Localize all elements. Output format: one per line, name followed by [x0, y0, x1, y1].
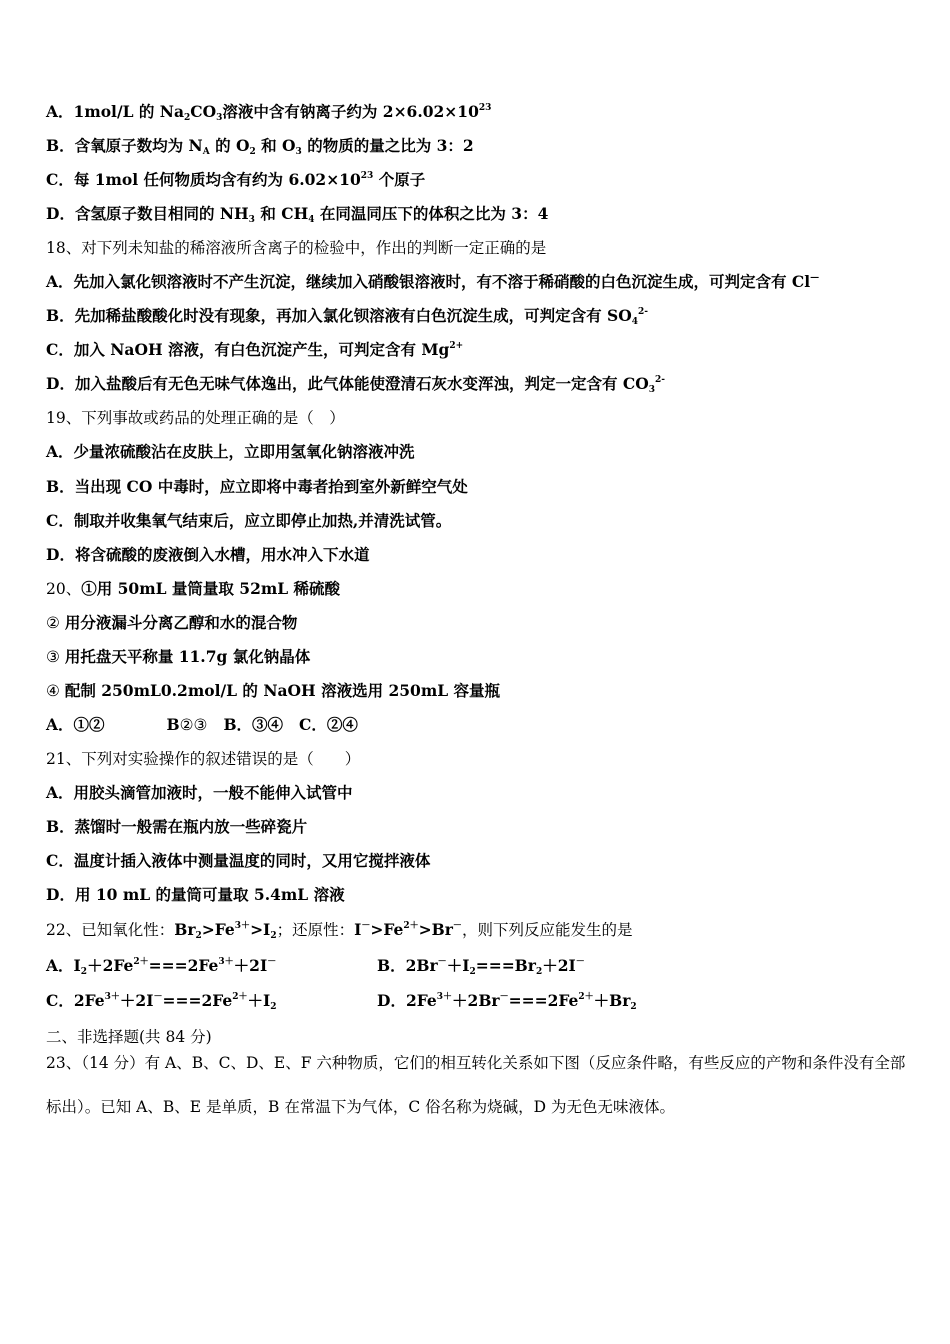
option-19c: C．制取并收集氧气结束后，应立即停止加热,并清洗试管。 [46, 511, 452, 530]
question-20-item-1: 20、①用 50mL 量筒量取 52mL 稀硫酸 [46, 579, 341, 598]
option-21b: B．蒸馏时一般需在瓶内放一些碎瓷片 [46, 817, 308, 836]
option-18b: B．先加稀盐酸酸化时没有现象，再加入氯化钡溶液有白色沉淀生成，可判定含有 $SO_4^{2-}$ [46, 306, 648, 327]
option-22c: C．$2Fe^{3+}+2I^-===2Fe^{2+}+I_2$ [46, 991, 277, 1012]
option-17b: B．含氧原子数均为 $N_A$ 的 $O_2$ 和 $O_3$ 的物质的量之比为 3：2 [46, 136, 474, 157]
question-20-item-4: ④ 配制 250mL0.2mol/L 的 NaOH 溶液选用 250mL 容量瓶 [46, 681, 501, 700]
option-18c: C．加入 NaOH 溶液，有白色沉淀产生，可判定含有 $Mg^{2+}$ [46, 340, 464, 359]
option-18d: D．加入盐酸后有无色无味气体逸出，此气体能使澄清石灰水变浑浊，判定一定含有 $CO_3^{2-}$ [46, 374, 665, 395]
option-17a: A．1mol/L 的 $Na_2CO_3$溶液中含有钠离子约为 $2\times 6.02\times 10^{23}$ [46, 102, 492, 123]
option-19a: A．少量浓硫酸沾在皮肤上，立即用氢氧化钠溶液冲洗 [46, 442, 415, 461]
section-heading: 二、非选择题(共 84 分) [46, 1028, 212, 1046]
option-17d: D．含氢原子数目相同的 $NH_3$ 和 $CH_4$ 在同温同压下的体积之比为 3：4 [46, 204, 549, 225]
option-21d: D．用 10 mL 的量筒可量取 5.4mL 溶液 [46, 885, 345, 904]
option-22a: A．$I_2+2Fe^{2+}===2Fe^{3+}+2I^-$ [46, 956, 277, 977]
question-20-item-3: ③ 用托盘天平称量 11.7g 氯化钠晶体 [46, 647, 311, 666]
question-20-item-2: ② 用分液漏斗分离乙醇和水的混合物 [46, 613, 298, 632]
option-22b: B．$2Br^-+I_2===Br_2+2I^-$ [377, 956, 585, 977]
option-19b: B．当出现 CO 中毒时，应立即将中毒者抬到室外新鲜空气处 [46, 477, 468, 496]
option-21c: C．温度计插入液体中测量温度的同时，又用它搅拌液体 [46, 851, 431, 870]
question-18-stem: 18、对下列未知盐的稀溶液所含离子的检验中，作出的判断一定正确的是 [46, 239, 547, 257]
question-22-stem: 22、已知氧化性：$Br_2>Fe^{3+}>I_2$；还原性：$I^->Fe^{2+}>Br^-$，则下列反应能发生的是 [46, 920, 633, 941]
question-19-stem: 19、下列事故或药品的处理正确的是（ ） [46, 409, 345, 427]
option-18a: A．先加入氯化钡溶液时不产生沉淀，继续加入硝酸银溶液时，有不溶于稀硝酸的白色沉淀生成，可判定含有 Cl— [46, 272, 820, 291]
option-21a: A．用胶头滴管加液时，一般不能伸入试管中 [46, 783, 353, 802]
option-22d: D．$2Fe^{3+}+2Br^-===2Fe^{2+}+Br_2$ [377, 991, 637, 1012]
question-21-stem: 21、下列对实验操作的叙述错误的是（ ） [46, 750, 361, 768]
question-20-options: A．①② B②③ B．③④ C．②④ [46, 715, 358, 734]
option-17c: C．每 1mol 任何物质均含有约为 $6.02\times 10^{23}$ 个原子 [46, 170, 426, 189]
question-23-stem: 23、（14 分）有 A、B、C、D、E、F 六种物质，它们的相互转化关系如下图（反应条件略，有些反应的产物和条件没有全部标出）。已知 A、B、E 是单质，B 在常温下为气体，C 俗名称为烧碱，D 为无色无味液体。 [46, 1054, 906, 1116]
option-19d: D．将含硫酸的废液倒入水槽，用水冲入下水道 [46, 545, 370, 564]
